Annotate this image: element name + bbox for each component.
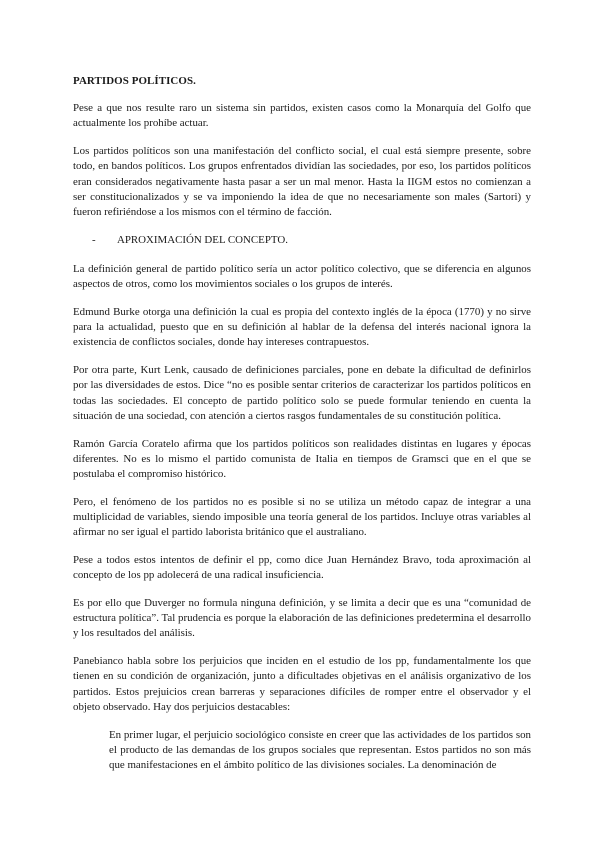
document-title: PARTIDOS POLÍTICOS. [73, 75, 196, 87]
document-body [73, 74, 531, 773]
section-heading-text: APROXIMACIÓN DEL CONCEPTO. [117, 233, 288, 246]
paragraph-lenk: Por otra parte, Kurt Lenk, causado de definiciones parciales, pone en debate la dificultad de definirlos por las diversidades de estos. Dice “no es posible sentar criterios de caracterizar los partidos políticos en todas las sociedades. El concepto de partido político solo se puede formular teniendo en cuenta la situación de una sociedad, con atención a ciertos rasgos fundamentales de su constitución política. [73, 364, 531, 422]
paragraph-method: Pero, el fenómeno de los partidos no es posible si no se utiliza un método capaz de integrar a una multiplicidad de variables, siendo imposible una teoría general de los partidos. Incluye otras variables al afirmar no ser igual el partido laborista británico que el australiano. [73, 495, 531, 539]
paragraph-intro-2: Los partidos políticos son una manifestación del conflicto social, el cual está siempre presente, sobre todo, en bandos políticos. Los grupos enfrentados dividían las sociedades, por eso, los partidos políticos eran considerados negativamente hasta pasar a ser un mal menor. Hasta la IIGM estos no comienzan a ser constitucionalizados y se va imponiendo la idea de que no necesariamente son males (Sartori) y fueron refiriéndose a los mismos con el término de facción. [73, 145, 531, 219]
paragraph-duverger: Es por ello que Duverger no formula ninguna definición, y se limita a decir que es una “comunidad de estructura política”. Tal prudencia es porque la elaboración de las definiciones predetermina el desarrollo y los resultados del análisis. [73, 597, 531, 640]
paragraph-hernandez: Pese a todos estos intentos de definir el pp, como dice Juan Hernández Bravo, toda aproximación al concepto de los pp adolecerá de una radical insuficiencia. [73, 554, 531, 582]
paragraph-burke: Edmund Burke otorga una definición la cual es propia del contexto inglés de la época (1770) y no sirve para la actualidad, puesto que en su definición al hablar de la defensa del interés nacional ignora la existencia de conflictos sociales, donde hay intereses contrapuestos. [73, 306, 531, 349]
paragraph-indented: En primer lugar, el perjuicio sociológico consiste en creer que las actividades de los partidos son el producto de las demandas de los grupos sociales que representan. Estos partidos no son más que manifestaciones en el ámbito político de las divisiones sociales. La denominación de [109, 728, 531, 772]
paragraph-cotarelo: Ramón García Coratelo afirma que los partidos políticos son realidades distintas en lugares y épocas diferentes. No es lo mismo el partido comunista de Italia en tiempos de Gramsci que en el que se postulaba el compromiso histórico. [73, 437, 531, 481]
section-heading [92, 233, 531, 248]
paragraph-intro-1: Pese a que nos resulte raro un sistema sin partidos, existen casos como la Monarquía del Golfo que actualmente los prohíbe actuar. [73, 102, 531, 130]
paragraph-panebianco: Panebianco habla sobre los perjuicios que inciden en el estudio de los pp, fundamentalmente los que tienen en su condición de organización, junto a dificultades objetivas en el análisis organizativo de los partidos. Estos prejuicios crean barreras y separaciones difíciles de romper entre el observador y el objeto observado. Hay dos perjuicios destacables: [73, 655, 531, 713]
section-bullet: - [92, 233, 96, 246]
paragraph-definition: La definición general de partido político sería un actor político colectivo, que se diferencia en algunos aspectos de otros, como los movimientos sociales o los grupos de interés. [73, 263, 531, 291]
